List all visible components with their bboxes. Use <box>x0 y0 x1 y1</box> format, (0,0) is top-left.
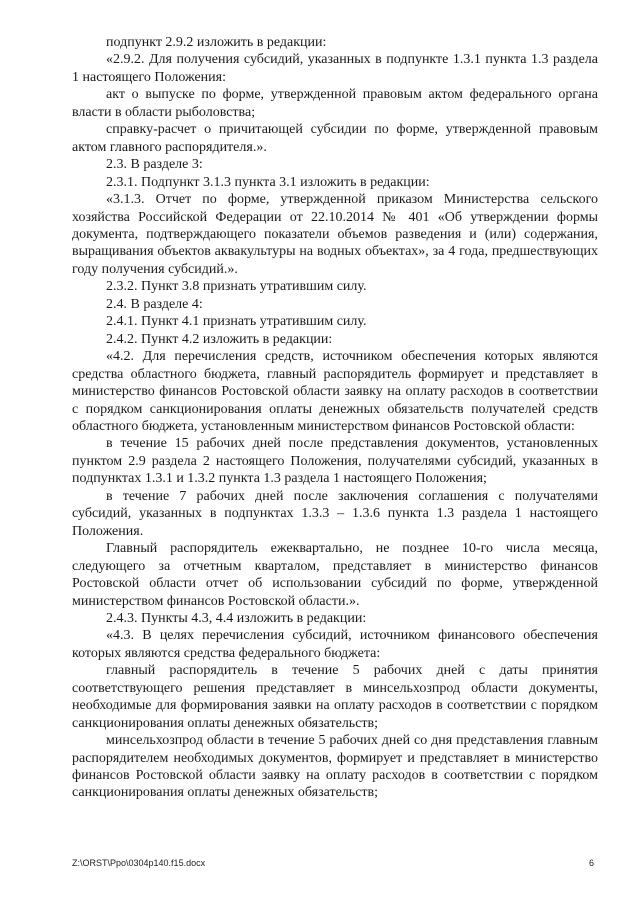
footer-file-path: Z:\ORST\Ppo\0304p140.f15.docx <box>72 858 206 868</box>
paragraph: 2.4.2. Пункт 4.2 изложить в редакции: <box>106 331 333 347</box>
paragraph: «4.3. В целях перечисления субсидий, источником финансового обеспечения которых являются средства федерального бюджета: <box>72 628 598 661</box>
paragraph: акт о выпуске по форме, утвержденной правовым актом федерального органа власти в области рыболовства; <box>72 87 598 120</box>
paragraph: Главный распорядитель ежеквартально, не позднее 10-го числа месяца, следующего за отчетным кварталом, представляет в министерство финансов Ростовской области отчет об использовании субсидий по форме, утвержденной министерством финансов Ростовской области.». <box>72 541 598 609</box>
paragraph: главный распорядитель в течение 5 рабочих дней с даты принятия соответствующего решения представляет в минсельхозпрод области документы, необходимые для формирования заявки на оплату расходов в соответствии с порядком санкционирования оплаты денежных обязательств; <box>72 663 598 731</box>
paragraph: в течение 15 рабочих дней после представления документов, установленных пунктом 2.9 раздела 2 настоящего Положения, получателями субсидий, указанных в подпунктах 1.3.1 и 1.3.2 пункта 1.3 раздела 1 настоящего Положения; <box>72 436 598 487</box>
paragraph: справку-расчет о причитающей субсидии по форме, утвержденной правовым актом главного распорядителя.». <box>72 122 598 155</box>
paragraph: 2.4.1. Пункт 4.1 признать утратившим силу. <box>106 314 367 330</box>
document-body <box>72 34 598 802</box>
paragraph: 2.4.3. Пункты 4.3, 4.4 изложить в редакции: <box>106 610 367 626</box>
paragraph: «3.1.3. Отчет по форме, утвержденной приказом Министерства сельского хозяйства Российской Федерации от 22.10.2014 № 401 «Об утверждении формы документа, подтверждающего показатели объемов разведения и (или) содержания, выращивания объектов аквакультуры на водных объектах», за 4 года, предшествующих году получения субсидий.». <box>72 192 598 277</box>
paragraph: минсельхозпрод области в течение 5 рабочих дней со дня представления главным распорядителем необходимых документов, формирует и представляет в министерство финансов Ростовской области заявку на оплату расходов в соответствии с порядком санкционирования оплаты денежных обязательств; <box>72 733 598 801</box>
paragraph: «4.2. Для перечисления средств, источником обеспечения которых являются средства областного бюджета, главный распорядитель формирует и представляет в министерство финансов Ростовской области заявку на оплату расходов в соответствии с порядком санкционирования оплаты денежных обязательств получателей средств областного бюджета, установленным министерством финансов Ростовской области: <box>72 349 598 434</box>
footer-page-number: 6 <box>589 858 595 868</box>
paragraph: 2.3. В разделе 3: <box>106 157 203 173</box>
paragraph: «2.9.2. Для получения субсидий, указанных в подпункте 1.3.1 пункта 1.3 раздела 1 настоящего Положения: <box>72 52 598 85</box>
paragraph: 2.4. В разделе 4: <box>106 296 203 312</box>
paragraph: в течение 7 рабочих дней после заключения соглашения с получателями субсидий, указанных в подпунктах 1.3.3 – 1.3.6 пункта 1.3 раздела 1 настоящего Положения. <box>72 488 598 539</box>
paragraph: 2.3.2. Пункт 3.8 признать утратившим силу. <box>106 279 367 295</box>
paragraph: 2.3.1. Подпункт 3.1.3 пункта 3.1 изложить в редакции: <box>106 174 430 190</box>
paragraph: подпункт 2.9.2 изложить в редакции: <box>106 35 327 50</box>
